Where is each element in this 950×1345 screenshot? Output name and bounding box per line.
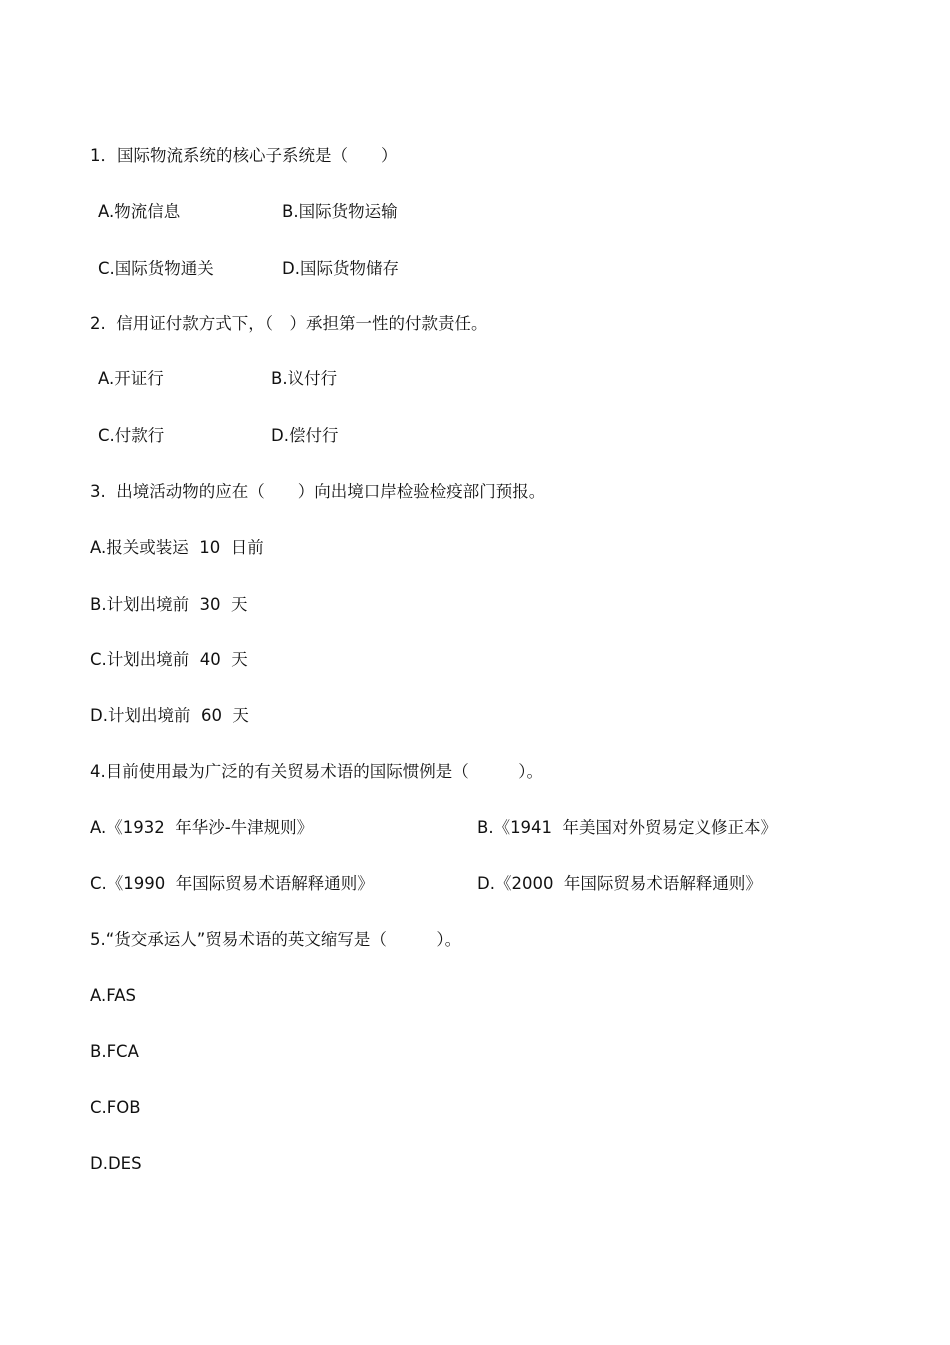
question-2-option-c: C.付款行 (98, 426, 165, 445)
question-4-option-d: D.《2000 年国际贸易术语解释通则》 (477, 874, 762, 893)
question-2-stem: 2. 信用证付款方式下，（ ）承担第一性的付款责任。 (90, 314, 488, 333)
question-2-option-d: D.偿付行 (271, 426, 339, 445)
question-5-stem: 5.“货交承运人”贸易术语的英文缩写是（ ）。 (90, 930, 462, 949)
question-4-option-a: A.《1932 年华沙-牛津规则》 (90, 818, 314, 837)
question-3-option-d: D.计划出境前 60 天 (90, 706, 249, 725)
question-1-option-d: D.国际货物储存 (282, 259, 399, 278)
question-2-option-a: A.开证行 (98, 369, 164, 388)
question-5-option-d: D.DES (90, 1154, 142, 1173)
question-3-option-c: C.计划出境前 40 天 (90, 650, 248, 669)
question-1-option-c: C.国际货物通关 (98, 259, 214, 278)
question-4-option-b: B.《1941 年美国对外贸易定义修正本》 (477, 818, 778, 837)
question-3-option-b: B.计划出境前 30 天 (90, 595, 248, 614)
question-3-option-a: A.报关或装运 10 日前 (90, 538, 264, 557)
question-4-stem: 4.目前使用最为广泛的有关贸易术语的国际惯例是（ ）。 (90, 762, 543, 781)
question-4-option-c: C.《1990 年国际贸易术语解释通则》 (90, 874, 374, 893)
question-5-option-c: C.FOB (90, 1098, 141, 1117)
question-1-stem: 1．国际物流系统的核心子系统是（ ） (90, 146, 398, 165)
question-5-option-b: B.FCA (90, 1042, 139, 1061)
question-5-option-a: A.FAS (90, 986, 136, 1005)
question-2-option-b: B.议付行 (271, 369, 338, 388)
question-3-stem: 3. 出境活动物的应在（ ）向出境口岸检验检疫部门预报。 (90, 482, 546, 501)
question-1-option-a: A.物流信息 (98, 202, 181, 221)
question-1-option-b: B.国际货物运输 (282, 202, 398, 221)
